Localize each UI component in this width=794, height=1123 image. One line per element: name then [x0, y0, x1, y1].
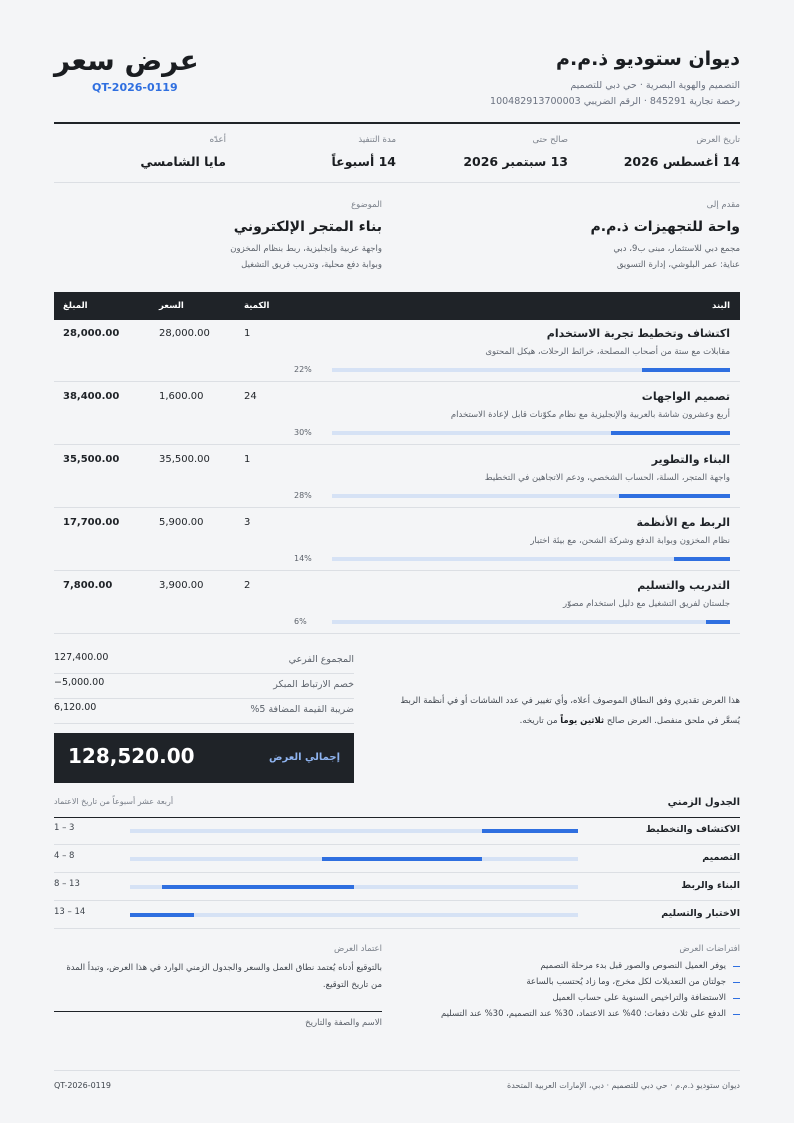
header-price: السعر [159, 301, 184, 311]
phase-track [130, 857, 578, 861]
item-share-label: 28% [294, 491, 312, 500]
item-price: 1,600.00 [159, 391, 204, 402]
item-qty: 24 [244, 391, 257, 402]
item-title: الربط مع الأنظمة [636, 516, 730, 529]
footer-doc-number: QT-2026-0119 [54, 1081, 111, 1090]
meta-prepared-by [54, 135, 226, 169]
item-share-label: 14% [294, 554, 312, 563]
assumption-text: يوفر العميل النصوص والصور قبل بدء مرحلة التصميم [540, 961, 726, 971]
header-item: البند [712, 301, 730, 311]
total-label: ضريبة القيمة المضافة 5% [250, 704, 354, 715]
item-amount: 28,000.00 [63, 328, 120, 339]
item-qty: 1 [244, 328, 251, 339]
subject-block [52, 200, 382, 270]
assumption-item [400, 1009, 740, 1025]
total-value: 127,400.00 [54, 652, 109, 663]
vat-line [54, 700, 354, 724]
item-qty: 2 [244, 580, 251, 591]
subject-label: الموضوع [351, 200, 382, 210]
item-share-fill [706, 620, 730, 624]
meta-quote-date [568, 135, 740, 169]
assumption-item [400, 977, 740, 993]
item-share-fill [619, 494, 730, 498]
dash-icon [733, 1014, 740, 1015]
header-amount: المبلغ [63, 301, 88, 311]
assumption-text: الاستضافة والتراخيص السنوية على حساب العميل [552, 993, 726, 1003]
total-label: المجموع الفرعي [288, 654, 354, 665]
item-price: 28,000.00 [159, 328, 210, 339]
assumptions-list [400, 961, 740, 1025]
meta-value: 14 أسبوعاً [331, 154, 396, 169]
item-share-label: 22% [294, 365, 312, 374]
client-attention: عناية: عمر البلوشي، إدارة التسويق [616, 260, 740, 270]
timeline-title: الجدول الزمني [667, 797, 740, 808]
grand-total-value: 128,520.00 [68, 744, 195, 768]
item-qty: 3 [244, 517, 251, 528]
phase-track [130, 829, 578, 833]
timeline-row [54, 817, 740, 845]
signature-line[interactable] [54, 1011, 382, 1012]
item-description: جلستان لفريق التشغيل مع دليل استخدام مصوّر [563, 599, 730, 609]
item-share-fill [611, 431, 730, 435]
client-label: مقدم إلى [706, 200, 740, 210]
item-share-label: 6% [294, 617, 307, 626]
approval-label: اعتماد العرض [333, 944, 382, 954]
meta-valid-until [396, 135, 568, 169]
dash-icon [733, 998, 740, 999]
company-tagline: التصميم والهوية البصرية · حي دبي للتصميم [570, 80, 740, 91]
client-block [410, 200, 740, 270]
footer-company: ديوان ستوديو ذ.م.م · حي دبي للتصميم · دبي، الإمارات العربية المتحدة [507, 1081, 740, 1090]
assumption-text: الدفع على ثلاث دفعات: 40% عند الاعتماد، 30% عند التصميم، 30% عند التسليم [440, 1009, 726, 1019]
item-description: مقابلات مع ستة من أصحاب المصلحة، خرائط الرحلات، هيكل المحتوى [485, 347, 730, 357]
assumptions-label: افتراضات العرض [679, 944, 740, 954]
table-row [54, 383, 740, 445]
grand-total-box [54, 733, 354, 783]
meta-value: 14 أغسطس 2026 [623, 154, 740, 169]
item-amount: 17,700.00 [63, 517, 120, 528]
phase-name: التصميم [702, 852, 740, 863]
item-title: التدريب والتسليم [637, 579, 730, 592]
phase-weeks: 13 – 14 [54, 907, 86, 917]
phase-weeks: 8 – 13 [54, 879, 80, 889]
document-header [54, 44, 740, 122]
meta-label: مدة التنفيذ [358, 135, 396, 145]
phase-name: البناء والربط [681, 880, 740, 891]
item-share-fill [674, 557, 730, 561]
dash-icon [733, 982, 740, 983]
item-share-bar [332, 557, 730, 561]
total-value: 6,120.00 [54, 702, 97, 713]
note-validity: ثلاثين يوماً [560, 716, 605, 726]
note-text: هذا العرض تقديري وفق النطاق الموصوف أعلاه، وأي تغيير في عدد الشاشات أو في أنظمة الربط يُسعَّر في ملحق منفصل. العرض صالح [400, 696, 740, 726]
table-row [54, 320, 740, 382]
client-address: مجمع دبي للاستثمار، مبنى ب9، دبي [613, 244, 740, 254]
total-value: −5,000.00 [54, 677, 105, 688]
meta-value: 13 سبتمبر 2026 [463, 154, 568, 169]
quote-note [388, 691, 740, 731]
header-divider [54, 122, 740, 124]
item-share-bar [332, 620, 730, 624]
subject-name: بناء المتجر الإلكتروني [233, 219, 382, 235]
phase-track [130, 885, 578, 889]
meta-value: مايا الشامسي [140, 154, 226, 169]
assumption-item [400, 961, 740, 977]
document-number: QT-2026-0119 [92, 81, 178, 94]
item-share-bar [332, 494, 730, 498]
footer-divider [54, 1070, 740, 1071]
header-qty: الكمية [244, 301, 270, 311]
item-amount: 7,800.00 [63, 580, 113, 591]
item-price: 35,500.00 [159, 454, 210, 465]
timeline-row [54, 873, 740, 901]
phase-bar [482, 829, 578, 833]
item-share-bar [332, 368, 730, 372]
signature-caption: الاسم والصفة والتاريخ [305, 1018, 382, 1028]
phase-bar [322, 857, 482, 861]
company-name: ديوان ستوديو ذ.م.م [556, 48, 740, 70]
item-price: 5,900.00 [159, 517, 204, 528]
item-title: اكتشاف وتخطيط تجربة الاستخدام [546, 327, 730, 340]
assumption-text: جولتان من التعديلات لكل مخرج، وما زاد يُحتسب بالساعة [526, 977, 726, 987]
phase-name: الاكتشاف والتخطيط [645, 824, 740, 835]
note-tail: من تاريخه. [519, 716, 558, 726]
phase-bar [162, 885, 354, 889]
phase-track [130, 913, 578, 917]
approval-text: بالتوقيع أدناه يُعتمد نطاق العمل والسعر والجدول الزمني الوارد في هذا العرض، وتبدأ المدة من تاريخ التوقيع. [66, 963, 382, 990]
timeline-row [54, 901, 740, 929]
table-row [54, 446, 740, 508]
assumption-item [400, 993, 740, 1009]
grand-total-label: إجمالي العرض [269, 752, 340, 763]
company-registration: رخصة تجارية 845291 · الرقم الضريبي 100482913700003 [490, 96, 740, 107]
item-title: البناء والتطوير [651, 453, 730, 466]
total-label: خصم الارتباط المبكر [273, 679, 354, 690]
table-row [54, 509, 740, 571]
item-description: أربع وعشرون شاشة بالعربية والإنجليزية مع نظام مكوّنات قابل لإعادة الاستخدام [450, 410, 730, 420]
phase-bar [130, 913, 194, 917]
dash-icon [733, 966, 740, 967]
item-share-label: 30% [294, 428, 312, 437]
subject-line: وبوابة دفع محلية، وتدريب فريق التشغيل [241, 260, 382, 270]
meta-label: صالح حتى [532, 135, 568, 145]
table-row [54, 572, 740, 634]
items-table-header [54, 292, 740, 320]
item-share-bar [332, 431, 730, 435]
meta-duration [224, 135, 396, 169]
item-description: نظام المخزون وبوابة الدفع وشركة الشحن، مع بيئة اختبار [530, 536, 730, 546]
meta-label: أعدّه [209, 135, 226, 145]
meta-row [54, 135, 740, 183]
client-name: واحة للتجهيزات ذ.م.م [590, 219, 740, 235]
item-price: 3,900.00 [159, 580, 204, 591]
meta-divider [54, 182, 740, 183]
document-title: عرض سعر [54, 44, 199, 77]
timeline-subtitle: أربعة عشر أسبوعاً من تاريخ الاعتماد [54, 797, 174, 806]
meta-label: تاريخ العرض [696, 135, 740, 145]
item-share-fill [642, 368, 730, 372]
item-title: تصميم الواجهات [641, 390, 730, 403]
subject-line: واجهة عربية وإنجليزية، ربط بنظام المخزون [230, 244, 382, 254]
item-amount: 35,500.00 [63, 454, 120, 465]
item-amount: 38,400.00 [63, 391, 120, 402]
phase-weeks: 4 – 8 [54, 851, 75, 861]
item-qty: 1 [244, 454, 251, 465]
discount-line [54, 675, 354, 699]
phase-name: الاختبار والتسليم [661, 908, 740, 919]
timeline-row [54, 845, 740, 873]
item-description: واجهة المتجر، السلة، الحساب الشخصي، ودعم الاتجاهين في التخطيط [484, 473, 730, 483]
phase-weeks: 1 – 3 [54, 823, 75, 833]
subtotal-line [54, 650, 354, 674]
